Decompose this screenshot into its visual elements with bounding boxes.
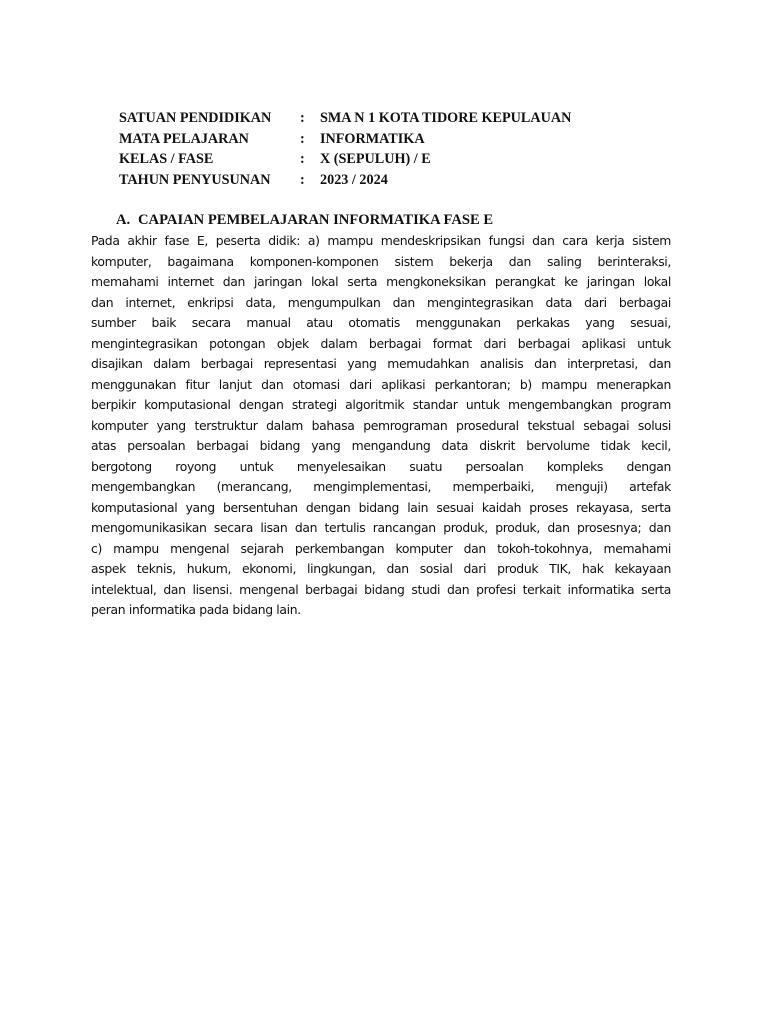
paragraph-line: memahami internet dan jaringan lokal serta mengkoneksikan perangkat ke jaringan lokal (91, 274, 671, 289)
paragraph-line: menggunakan fitur lanjut dan otomasi dari aplikasi perkantoran; b) mampu menerapkan (91, 376, 671, 392)
paragraph-line: c) mampu mengenal sejarah perkembangan komputer dan tokoh-tokohnya, memahami (91, 540, 671, 556)
paragraph-line: sumber baik secara manual atau otomatis menggunakan perkakas yang sesuai, (91, 315, 671, 330)
header-row-school (119, 108, 571, 129)
header-separator: : (300, 130, 305, 147)
paragraph-line: atas persoalan berbagai bidang yang mengandung data diskrit bervolume tidak kecil, (91, 438, 671, 453)
header-value: INFORMATIKA (320, 130, 425, 147)
body-paragraph (91, 231, 671, 621)
header-label: SATUAN PENDIDIKAN (119, 110, 272, 126)
section-letter: A. (116, 212, 131, 228)
paragraph-line: komputasional yang bersentuhan dengan bidang lain sesuai kaidah proses rekayasa, serta (91, 499, 671, 515)
paragraph-line: aspek teknis, hukum, ekonomi, lingkungan, dan sosial dari produk TIK, hak kekayaan (91, 561, 671, 576)
header-separator: : (300, 151, 305, 168)
header-label: KELAS / FASE (119, 151, 214, 168)
paragraph-line: Pada akhir fase E, peserta didik: a) mampu mendeskripsikan fungsi dan cara kerja sistem (91, 233, 671, 248)
paragraph-line: intelektual, dan lisensi. mengenal berbagai bidang studi dan profesi terkait informatika serta (91, 581, 671, 597)
header-label: MATA PELAJARAN (119, 130, 249, 147)
header-row-subject (119, 129, 571, 150)
header-separator: : (300, 171, 305, 188)
section-heading (116, 210, 493, 230)
document-header-table (119, 108, 571, 190)
paragraph-line: dan internet, enkripsi data, mengumpulkan dan mengintegrasikan data dari berbagai (91, 294, 671, 310)
header-row-year (119, 170, 571, 191)
paragraph-line: mengembangkan (merancang, mengimplementasi, memperbaiki, menguji) artefak (91, 479, 671, 494)
header-separator: : (300, 110, 305, 126)
paragraph-line: bergotong royong untuk menyelesaikan suatu persoalan kompleks dengan (91, 458, 671, 474)
header-row-class (119, 149, 571, 170)
paragraph-line: disajikan dalam berbagai representasi yang memudahkan analisis dan interpretasi, dan (91, 356, 671, 371)
section-title: CAPAIAN PEMBELAJARAN INFORMATIKA FASE E (138, 212, 494, 228)
paragraph-line: mengintegrasikan potongan objek dalam berbagai format dari berbagai aplikasi untuk (91, 335, 671, 351)
header-value: 2023 / 2024 (320, 171, 388, 188)
paragraph-line: mengomunikasikan secara lisan dan tertulis rancangan produk, produk, dan prosesnya; dan (91, 520, 671, 535)
header-value: SMA N 1 KOTA TIDORE KEPULAUAN (320, 110, 572, 126)
paragraph-line: berpikir komputasional dengan strategi algoritmik standar untuk mengembangkan program (91, 397, 671, 412)
paragraph-line: komputer yang terstruktur dalam bahasa pemrograman prosedural tekstual sebagai solusi (91, 417, 671, 433)
paragraph-line: komputer, bagaimana komponen-komponen sistem bekerja dan saling berinteraksi, (91, 253, 671, 269)
header-label: TAHUN PENYUSUNAN (119, 171, 271, 188)
header-value: X (SEPULUH) / E (320, 151, 431, 168)
paragraph-line: peran informatika pada bidang lain. (91, 602, 301, 617)
